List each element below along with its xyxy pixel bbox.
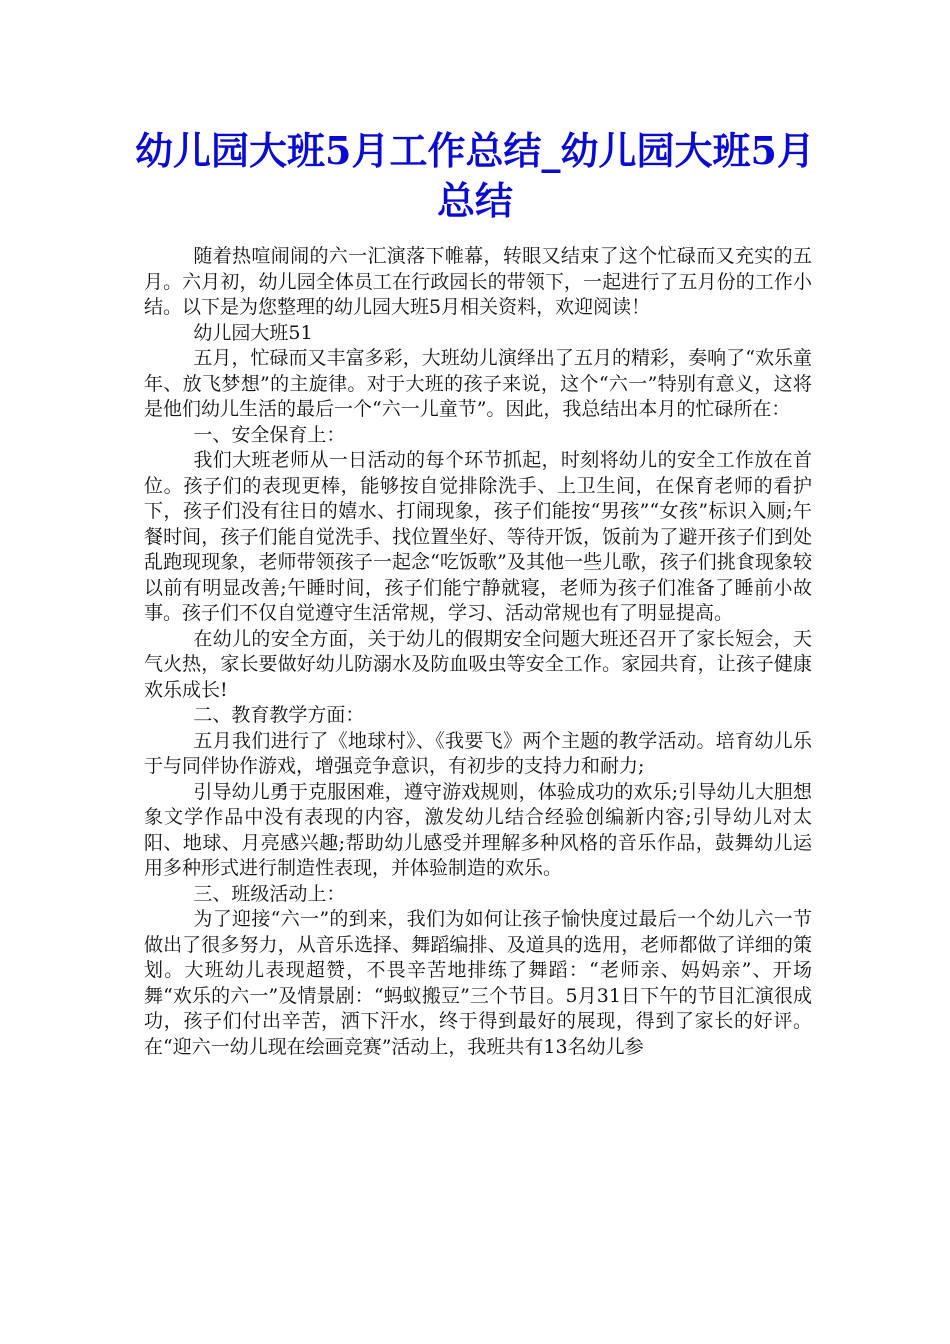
section-heading-safety: 一、安全保育上：	[193, 423, 346, 446]
teaching-paragraph-2: 引导幼儿勇于克服困难，遵守游戏规则，体验成功的欢乐;引导幼儿大胆想象文学作品中没有表现的内容，激发幼儿结合经验创编新内容;引导幼儿对太阳、地球、月亮感兴趣;帮助幼儿感受并理解多种风格的音乐作品，鼓舞幼儿运用多种形式进行制造性表现，并体验制造的欢乐。	[144, 780, 812, 879]
safety-paragraph-1: 我们大班老师从一日活动的每个环节抓起，时刻将幼儿的安全工作放在首位。孩子们的表现更棒，能够按自觉排除洗手、上卫生间，在保育老师的看护下，孩子们没有往日的嬉水、打闹现象，孩子们能按“男孩”“女孩”标识入厕;午餐时间，孩子们能自觉洗手、找位置坐好、等待开饭，饭前为了避开孩子们到处乱跑现现象，老师带领孩子一起念“吃饭歌”及其他一些儿歌，孩子们挑食现象较以前有明显改善;午睡时间，孩子们能宁静就寝，老师为孩子们准备了睡前小故事。孩子们不仅自觉遵守生活常规，学习、活动常规也有了明显提高。	[144, 449, 812, 624]
section-heading-activities: 三、班级活动上：	[193, 882, 346, 905]
overview-paragraph: 五月，忙碌而又丰富多彩，大班幼儿演绎出了五月的精彩，奏响了“欢乐童年、放飞梦想”的主旋律。对于大班的孩子来说，这个“六一”特别有意义，这将是他们幼儿生活的最后一个“六一儿童节”。因此，我总结出本月的忙碌所在：	[144, 347, 812, 420]
subtitle-line: 幼儿园大班51	[193, 321, 313, 344]
document-body	[144, 244, 812, 1060]
document-title: 幼儿园大班5月工作总结_幼儿园大班5月总结	[135, 128, 815, 223]
activities-paragraph: 为了迎接“六一”的到来，我们为如何让孩子愉快度过最后一个幼儿六一节做出了很多努力，从音乐选择、舞蹈编排、及道具的选用，老师都做了详细的策划。大班幼儿表现超赞，不畏辛苦地排练了舞蹈：“老师亲、妈妈亲”、开场舞“欢乐的六一”及情景剧：“蚂蚁搬豆”三个节目。5月31日下午的节目汇演很成功，孩子们付出辛苦，洒下汗水，终于得到最好的展现，得到了家长的好评。在“迎六一幼儿现在绘画竞赛”活动上，我班共有13名幼儿参	[144, 908, 812, 1058]
teaching-paragraph-1: 五月我们进行了《地球村》、《我要飞》两个主题的教学活动。培育幼儿乐于与同伴协作游戏，增强竞争意识，有初步的支持力和耐力;	[144, 729, 812, 777]
section-heading-teaching: 二、教育教学方面：	[193, 704, 365, 726]
safety-paragraph-2: 在幼儿的安全方面，关于幼儿的假期安全问题大班还召开了家长短会，天气火热，家长要做好幼儿防溺水及防血吸虫等安全工作。家园共育，让孩子健康欢乐成长!	[144, 627, 812, 701]
intro-paragraph: 随着热喧闹闹的六一汇演落下帷幕，转眼又结束了这个忙碌而又充实的五月。六月初，幼儿园全体员工在行政园长的带领下，一起进行了五月份的工作小结。以下是为您整理的幼儿园大班5月相关资料，欢迎阅读！	[144, 245, 812, 318]
